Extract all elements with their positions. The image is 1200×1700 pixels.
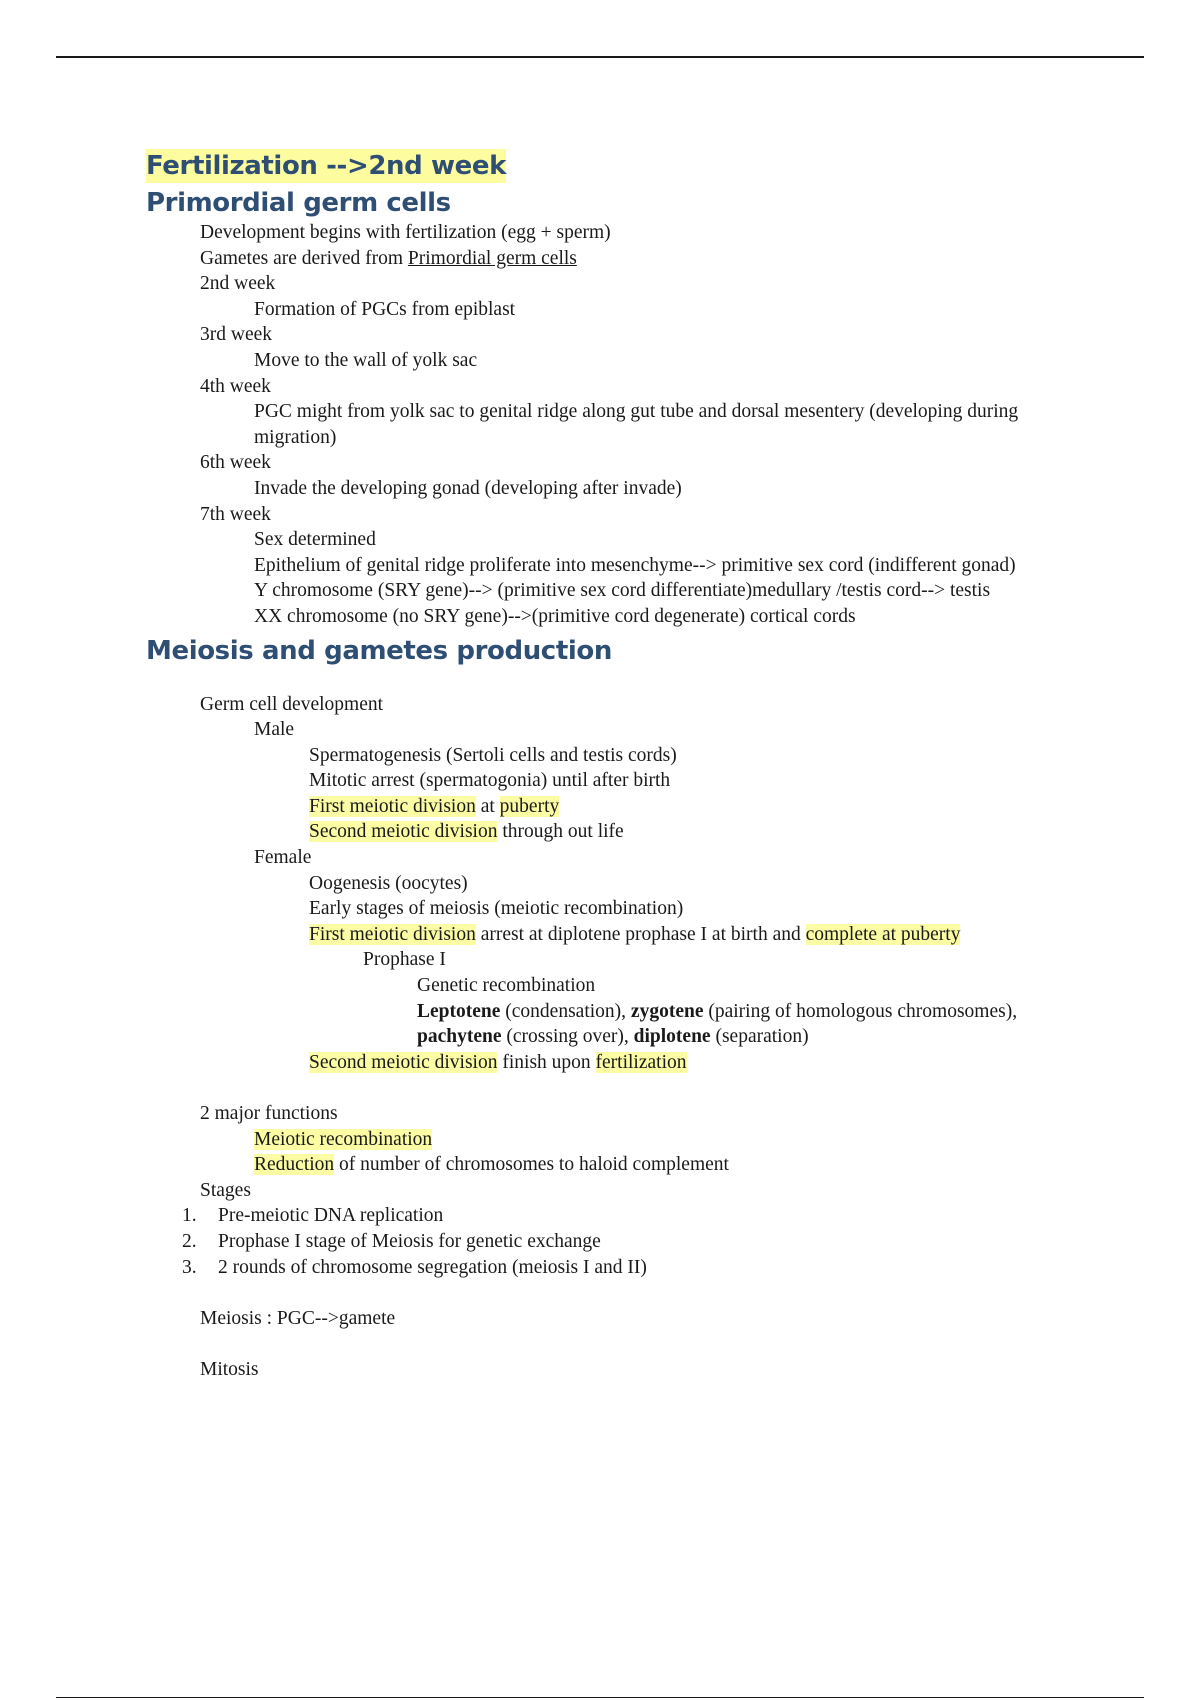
list-item — [146, 1203, 1066, 1229]
text: (condensation), — [500, 1000, 631, 1022]
week-label: 6th week — [200, 452, 271, 474]
week-detail: Invade the developing gonad (developing after invade) — [254, 477, 682, 499]
week-detail: XX chromosome (no SRY gene)-->(primitive cord degenerate) cortical cords — [254, 605, 856, 627]
week-label: 4th week — [200, 375, 271, 397]
week-detail: Formation of PGCs from epiblast — [254, 298, 516, 320]
male-item: Mitotic arrest (spermatogonia) until after birth — [309, 770, 671, 792]
male-second-meiotic — [146, 819, 1066, 845]
gametes-prefix: Gametes are derived from — [200, 247, 408, 269]
text: through out life — [497, 821, 624, 843]
highlight: complete at puberty — [805, 923, 961, 945]
list-text: Prophase I stage of Meiosis for genetic exchange — [218, 1230, 601, 1252]
highlight: First meiotic division — [309, 923, 476, 945]
female-second-meiotic — [146, 1050, 1066, 1076]
week-detail: Y chromosome (SRY gene)--> (primitive sex cord differentiate)medullary /testis cord--> testis — [254, 580, 991, 602]
intro-line: Development begins with fertilization (egg + sperm) — [200, 222, 611, 243]
highlight: Second meiotic division — [309, 821, 498, 843]
section-heading-meiosis: Meiosis and gametes production — [146, 635, 612, 666]
text: arrest at diplotene prophase I at birth and — [475, 923, 806, 945]
prophase-stages — [146, 999, 1066, 1050]
list-text: Pre-meiotic DNA replication — [218, 1205, 444, 1227]
mitosis-line: Mitosis — [200, 1358, 259, 1380]
highlight: First meiotic division — [309, 795, 476, 817]
highlight: fertilization — [595, 1051, 687, 1073]
stages-list — [146, 1203, 1066, 1280]
week-detail: PGC might from yolk sac to genital ridge along gut tube and dorsal mesentery (developing during migration) — [254, 401, 1019, 448]
stages-label: Stages — [200, 1179, 251, 1201]
list-item — [146, 1255, 1066, 1281]
gametes-line — [146, 246, 1066, 272]
list-text: 2 rounds of chromosome segregation (meiosis I and II) — [218, 1256, 647, 1278]
text: at — [475, 795, 500, 817]
stage-name: Leptotene — [417, 1000, 501, 1022]
page-title — [146, 149, 1066, 186]
highlight: Reduction — [254, 1154, 335, 1176]
list-number: 2. — [182, 1230, 197, 1252]
female-label: Female — [254, 847, 312, 869]
male-item: Spermatogenesis (Sertoli cells and testis cords) — [309, 744, 677, 766]
document-body — [146, 145, 1066, 1383]
pgc-underlined: Primordial germ cells — [407, 247, 577, 269]
week-label: 3rd week — [200, 324, 273, 346]
text: finish upon — [497, 1051, 596, 1073]
list-number: 3. — [182, 1256, 197, 1278]
stage-name: pachytene — [417, 1026, 502, 1048]
functions-label: 2 major functions — [200, 1103, 338, 1124]
list-number: 1. — [182, 1205, 197, 1227]
text: (separation) — [710, 1026, 809, 1048]
meiosis-line: Meiosis : PGC-->gamete — [200, 1307, 396, 1329]
male-first-meiotic — [146, 794, 1066, 820]
function-item — [146, 1152, 1066, 1178]
list-item — [146, 1229, 1066, 1255]
section-heading-primordial: Primordial germ cells — [146, 188, 451, 218]
highlight: Meiotic recombination — [254, 1128, 433, 1150]
female-item: Early stages of meiosis (meiotic recombination) — [309, 898, 684, 920]
week-label: 7th week — [200, 503, 271, 525]
stage-name: zygotene — [630, 1000, 704, 1022]
highlight: puberty — [499, 795, 560, 817]
week-detail: Move to the wall of yolk sac — [254, 349, 478, 371]
text: of number of chromosomes to haloid complement — [334, 1154, 729, 1176]
week-label: 2nd week — [200, 273, 276, 295]
highlight: Second meiotic division — [309, 1051, 498, 1073]
function-item — [146, 1127, 1066, 1153]
female-item: Oogenesis (oocytes) — [309, 872, 468, 894]
germ-cell-development: Germ cell development — [200, 693, 384, 715]
text: (crossing over), — [501, 1026, 634, 1048]
stage-name: diplotene — [633, 1026, 711, 1048]
page-title-text: Fertilization -->2nd week — [146, 151, 506, 181]
bottom-rule — [56, 1697, 1144, 1698]
week-detail: Epithelium of genital ridge proliferate into mesenchyme--> primitive sex cord (indifferent gonad) — [254, 554, 1016, 576]
week-detail: Sex determined — [254, 529, 376, 551]
top-rule — [56, 56, 1144, 58]
prophase-label: Prophase I — [363, 949, 446, 971]
male-label: Male — [254, 719, 295, 741]
text: (pairing of homologous chromosomes), — [703, 1000, 1018, 1022]
female-first-meiotic — [146, 922, 1066, 948]
genetic-recombination: Genetic recombination — [417, 975, 596, 997]
